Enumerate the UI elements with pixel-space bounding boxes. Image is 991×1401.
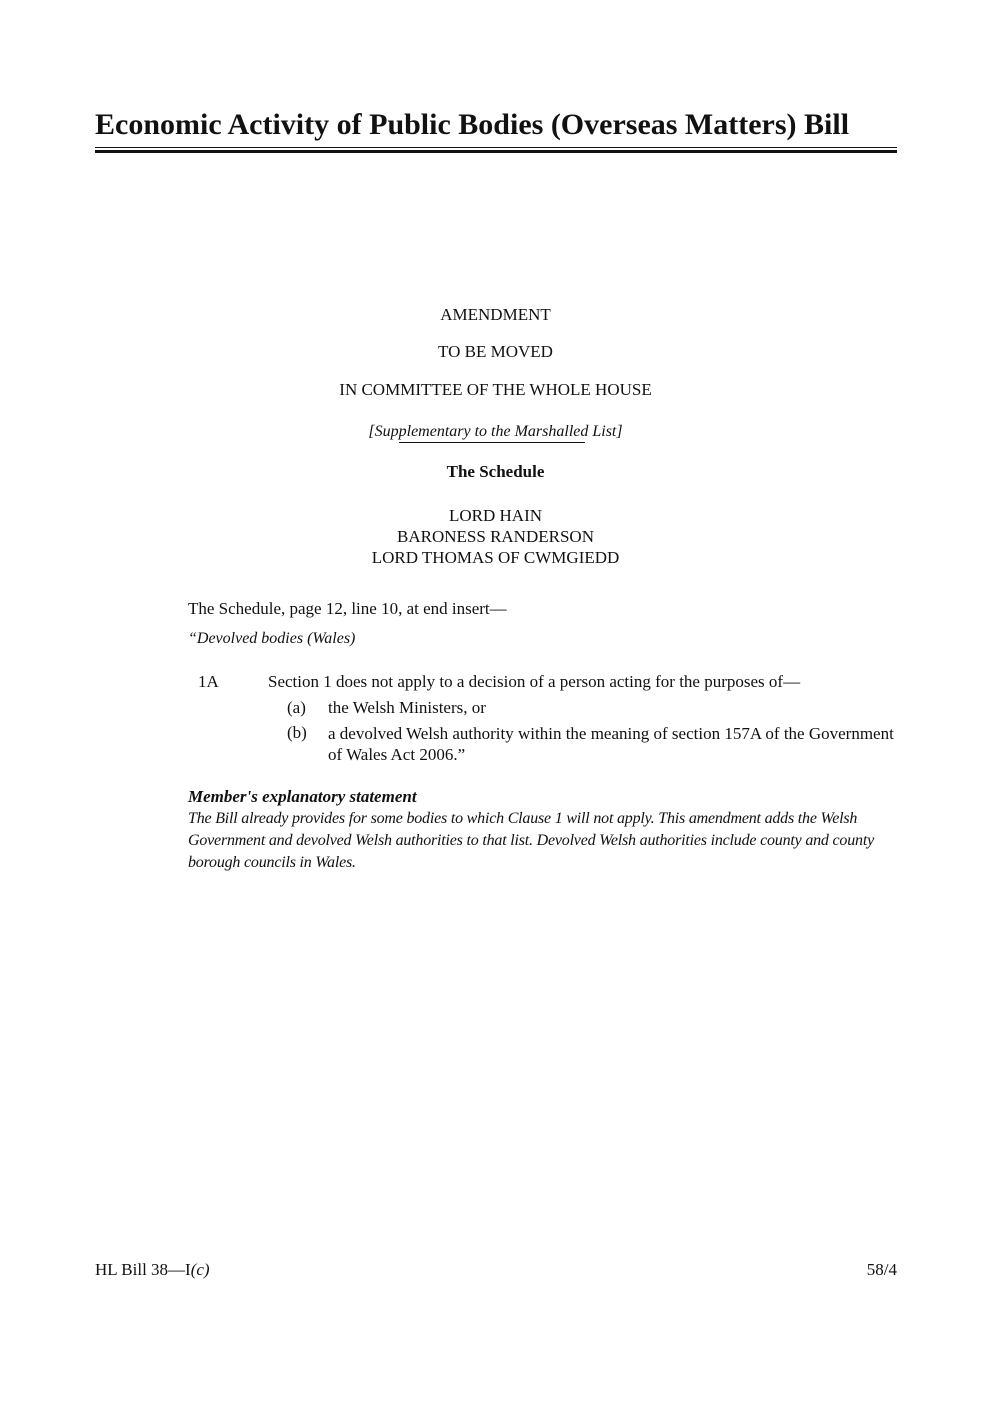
title-rule-thin: [95, 147, 897, 148]
mover: BARONESS RANDERSON: [397, 527, 594, 546]
bill-ref: HL Bill 38—I: [95, 1260, 191, 1279]
part-heading: The Schedule: [446, 462, 545, 481]
heading-amendment: AMENDMENT: [440, 305, 551, 324]
explanatory-heading: Member's explanatory statement: [188, 787, 417, 806]
explanatory-statement: [188, 786, 903, 874]
supplementary-note: [Supplementary to the Marshalled List]: [368, 423, 623, 440]
title-rule-thick: [95, 150, 897, 153]
heading-to-be-moved: TO BE MOVED: [438, 342, 553, 361]
item-text: the Welsh Ministers, or: [328, 698, 486, 717]
mover: LORD HAIN: [448, 506, 543, 525]
bill-suffix: (c): [190, 1260, 210, 1279]
footer-page-code: 58/4: [866, 1260, 897, 1279]
paragraph-number: 1A: [198, 672, 219, 691]
item-label: (a): [287, 698, 306, 717]
paragraph-text: Section 1 does not apply to a decision of a person acting for the purposes of—: [268, 672, 801, 691]
cross-heading: “Devolved bodies (Wales): [188, 630, 356, 647]
explanatory-text: The Bill already provides for some bodies to which Clause 1 will not apply. This amendment adds the Welsh Government and devolved Welsh authorities to that list. Devolved Welsh authorities include county and county borough councils in Wales.: [188, 810, 874, 871]
footer-bill-ref: [95, 1260, 210, 1280]
item-text: a devolved Welsh authority within the meaning of section 157A of the Government of Wales Act 2006.”: [328, 724, 894, 764]
amendment-instruction: The Schedule, page 12, line 10, at end insert—: [188, 599, 507, 618]
item-label: (b): [287, 723, 307, 742]
heading-committee: IN COMMITTEE OF THE WHOLE HOUSE: [339, 380, 652, 399]
bill-title: Economic Activity of Public Bodies (Overseas Matters) Bill: [95, 108, 850, 141]
movers: [0, 505, 991, 568]
mover: LORD THOMAS OF CWMGIEDD: [371, 548, 620, 567]
supplementary-underline: [399, 442, 585, 443]
